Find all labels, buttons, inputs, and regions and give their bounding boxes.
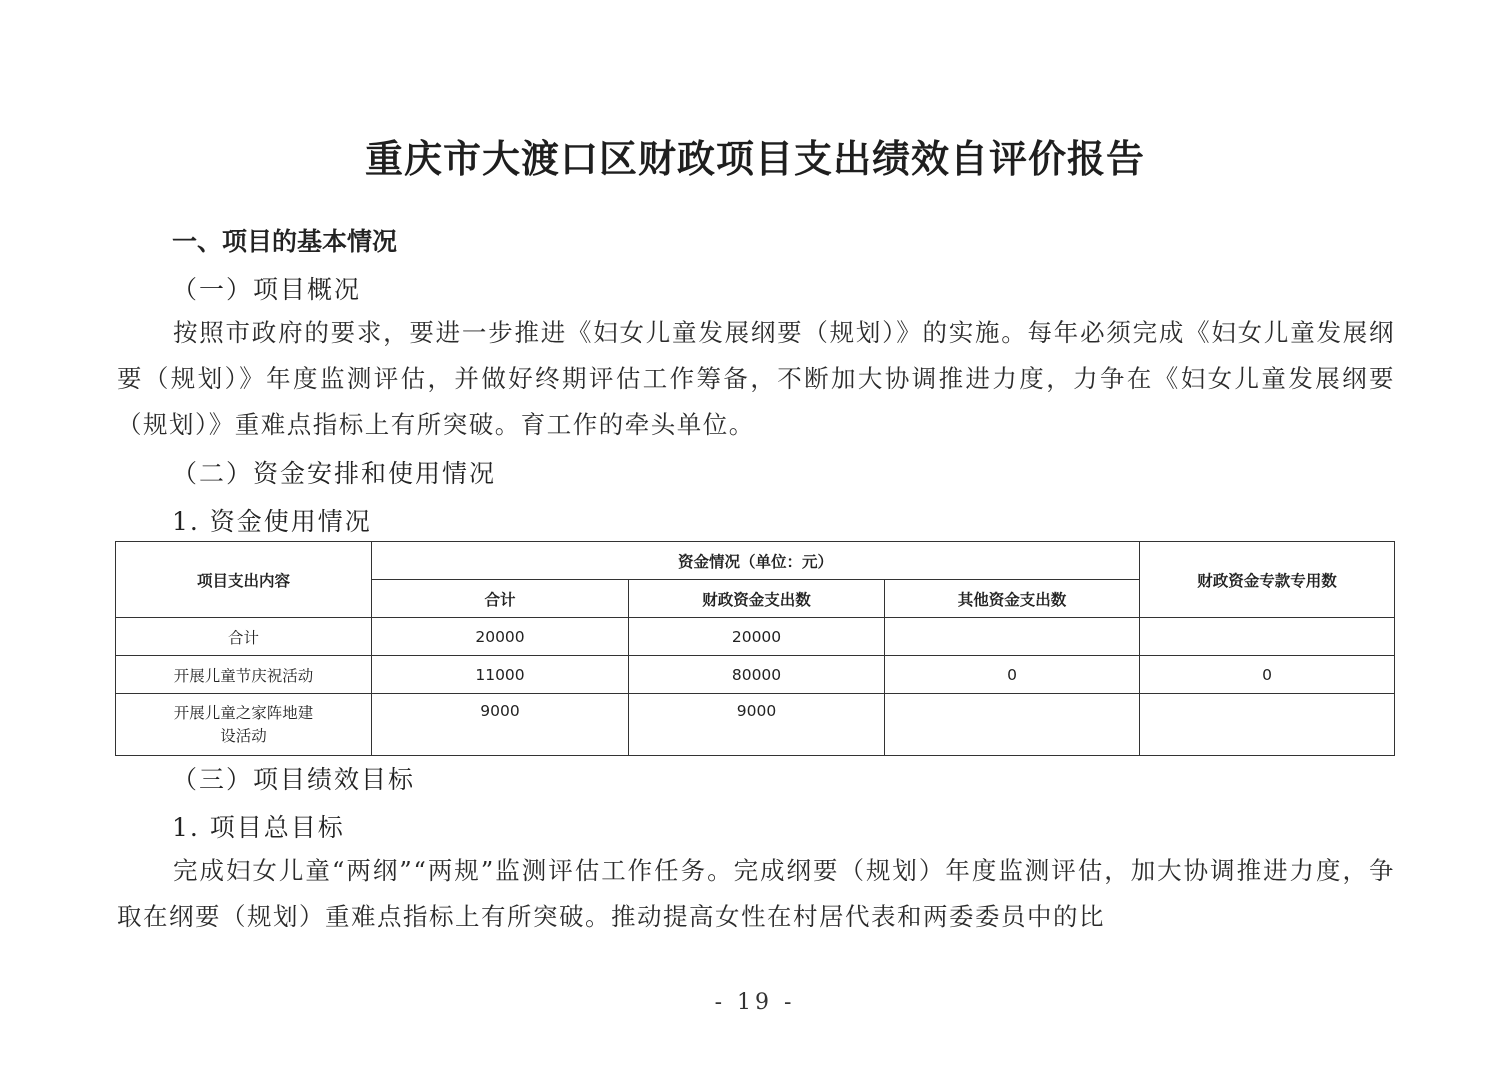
cell-other — [885, 694, 1140, 756]
cell-fiscal: 80000 — [629, 656, 885, 694]
cell-other — [885, 618, 1140, 656]
table-row — [116, 618, 1395, 656]
fund-usage-table — [115, 541, 1395, 756]
cell-content-line2: 设活动 — [220, 727, 267, 745]
table-header-row — [116, 542, 1395, 580]
cell-total: 11000 — [372, 656, 629, 694]
item-heading-overall-goal: 1. 项目总目标 — [172, 813, 345, 842]
table-row — [116, 656, 1395, 694]
cell-content: 合计 — [116, 618, 372, 656]
cell-special — [1140, 618, 1395, 656]
header-fund-group: 资金情况（单位：元） — [372, 542, 1140, 580]
cell-content: 开展儿童节庆祝活动 — [116, 656, 372, 694]
overview-paragraph: 按照市政府的要求，要进一步推进《妇女儿童发展纲要（规划）》的实施。每年必须完成《妇女儿童发展纲要（规划）》年度监测评估，并做好终期评估工作筹备，不断加大协调推进力度，力争在《妇女儿童发展纲要（规划）》重难点指标上有所突破。育工作的牵头单位。 — [117, 318, 1395, 439]
cell-special: 0 — [1140, 656, 1395, 694]
cell-total: 9000 — [372, 694, 629, 756]
header-fiscal: 财政资金支出数 — [629, 580, 885, 618]
cell-content — [116, 694, 372, 756]
subsection-heading-goals: （三）项目绩效目标 — [172, 765, 416, 794]
page-number: - 19 - — [714, 990, 796, 1015]
cell-content-line1: 开展儿童之家阵地建 — [173, 704, 314, 722]
header-special: 财政资金专款专用数 — [1140, 542, 1395, 618]
subsection-heading-funding: （二）资金安排和使用情况 — [172, 459, 497, 488]
item-heading-fund-usage: 1. 资金使用情况 — [172, 507, 372, 536]
section-heading-basic-info: 一、项目的基本情况 — [172, 227, 398, 256]
cell-fiscal: 20000 — [629, 618, 885, 656]
page-title: 重庆市大渡口区财政项目支出绩效自评价报告 — [364, 136, 1145, 181]
header-other: 其他资金支出数 — [885, 580, 1140, 618]
cell-total: 20000 — [372, 618, 629, 656]
cell-special — [1140, 694, 1395, 756]
table-row — [116, 694, 1395, 756]
header-content: 项目支出内容 — [116, 542, 372, 618]
cell-fiscal: 9000 — [629, 694, 885, 756]
subsection-heading-overview: （一）项目概况 — [172, 275, 362, 304]
header-total: 合计 — [372, 580, 629, 618]
goals-paragraph: 完成妇女儿童“两纲”“两规”监测评估工作任务。完成纲要（规划）年度监测评估，加大协调推进力度，争取在纲要（规划）重难点指标上有所突破。推动提高女性在村居代表和两委委员中的比 — [117, 856, 1395, 931]
cell-other: 0 — [885, 656, 1140, 694]
